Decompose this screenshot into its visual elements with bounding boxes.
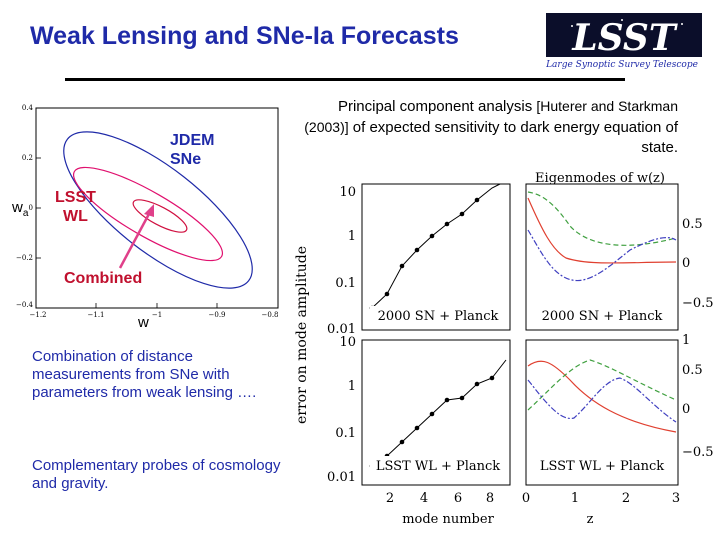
complementary-paragraph: Complementary probes of cosmology and gravity. <box>32 457 281 492</box>
bottom-right-mode-2 <box>528 360 676 410</box>
bottom-left-points <box>370 376 495 469</box>
wa-axis-label <box>12 198 28 223</box>
top-left-points <box>370 198 480 311</box>
bottom-left-series <box>372 360 506 466</box>
mode-tick: 8 <box>485 491 495 506</box>
x-tick: −0.8 <box>261 311 279 319</box>
logo-wordmark: LSST <box>572 17 676 59</box>
top-left-series <box>372 184 500 308</box>
left-y-tick: 1 <box>347 229 356 244</box>
pca-text-a: Principal component analysis <box>337 98 537 115</box>
combined-label: Combined <box>64 270 143 287</box>
eigenmodes-figure <box>290 170 714 532</box>
pca-text-b: of expected sensitivity to dark energy equation of state. <box>348 119 678 156</box>
wa-sub: a <box>22 208 29 219</box>
eigen-title: Eigenmodes of w(z) <box>535 171 665 186</box>
logo-tagline: Large Synoptic Survey Telescope <box>546 60 698 70</box>
left-y-tick: 1 <box>347 379 356 394</box>
x-tick: −1.2 <box>29 311 47 319</box>
eigen-ylabel: error on mode amplitude <box>294 246 310 424</box>
title-rule <box>65 78 625 81</box>
panel-label-sn: 2000 SN + Planck <box>377 309 499 324</box>
z-label: z <box>586 512 594 527</box>
x-tick: −0.9 <box>208 311 226 319</box>
panel-label-sn: 2000 SN + Planck <box>541 309 663 324</box>
right-y-tick-top: 1 <box>682 333 691 348</box>
top-right-mode-3 <box>528 230 676 281</box>
y-tick: −0.2 <box>16 254 33 262</box>
z-tick: 2 <box>621 491 631 506</box>
mode-tick: 4 <box>419 491 429 506</box>
left-y-tick: 0.01 <box>327 322 356 337</box>
pca-description <box>300 96 678 158</box>
right-y-tick: 0 <box>682 402 691 417</box>
lsst-wl-label <box>55 188 96 226</box>
w-wa-ellipse-plot <box>8 100 286 330</box>
top-right-mode-1 <box>528 198 676 263</box>
y-tick: 0 <box>28 204 33 212</box>
panel-label-wl: LSST WL + Planck <box>375 459 501 474</box>
bottom-right-mode-1 <box>528 361 676 432</box>
y-tick: 0.2 <box>21 154 33 162</box>
wl-label-line: WL <box>63 208 88 225</box>
mode-tick: 2 <box>385 491 395 506</box>
bottom-right-mode-3 <box>528 378 676 422</box>
wa-base: w <box>12 199 23 216</box>
pca-citation: [Huterer and Starkman (2003)] <box>304 98 678 135</box>
w-axis-label: w <box>138 314 149 331</box>
right-y-tick: −0.5 <box>682 296 714 311</box>
z-tick: 1 <box>570 491 580 506</box>
right-y-tick: 0 <box>682 256 691 271</box>
top-right-mode-2 <box>528 192 676 245</box>
left-y-tick: 0.01 <box>327 470 356 485</box>
mode-tick: 6 <box>453 491 463 506</box>
y-tick: −0.4 <box>16 301 33 309</box>
right-y-tick: 0.5 <box>682 217 703 232</box>
z-tick: 0 <box>521 491 531 506</box>
left-y-tick: 0.1 <box>335 426 356 441</box>
left-y-tick: 0.1 <box>335 276 356 291</box>
jdem-label-line: JDEM <box>170 132 215 149</box>
right-y-tick: 0.5 <box>682 363 703 378</box>
sne-label-line: SNe <box>170 151 202 168</box>
slide-title: Weak Lensing and SNe-Ia Forecasts <box>30 22 459 50</box>
left-y-tick: 10 <box>339 335 356 350</box>
jdem-sne-label <box>170 131 214 169</box>
combination-paragraph: Combination of distance measurements from SNe with parameters from weak lensing …. <box>32 348 257 401</box>
lsst-label-line: LSST <box>55 189 96 206</box>
y-tick: 0.4 <box>21 104 33 112</box>
panel-label-wl: LSST WL + Planck <box>539 459 665 474</box>
lsst-logo <box>532 10 712 70</box>
z-tick: 3 <box>671 491 681 506</box>
x-tick: −1.1 <box>87 311 105 319</box>
right-y-tick: −0.5 <box>682 445 714 460</box>
mode-number-label: mode number <box>402 512 494 527</box>
left-y-tick: 10 <box>339 185 356 200</box>
x-tick: −1 <box>151 311 163 319</box>
